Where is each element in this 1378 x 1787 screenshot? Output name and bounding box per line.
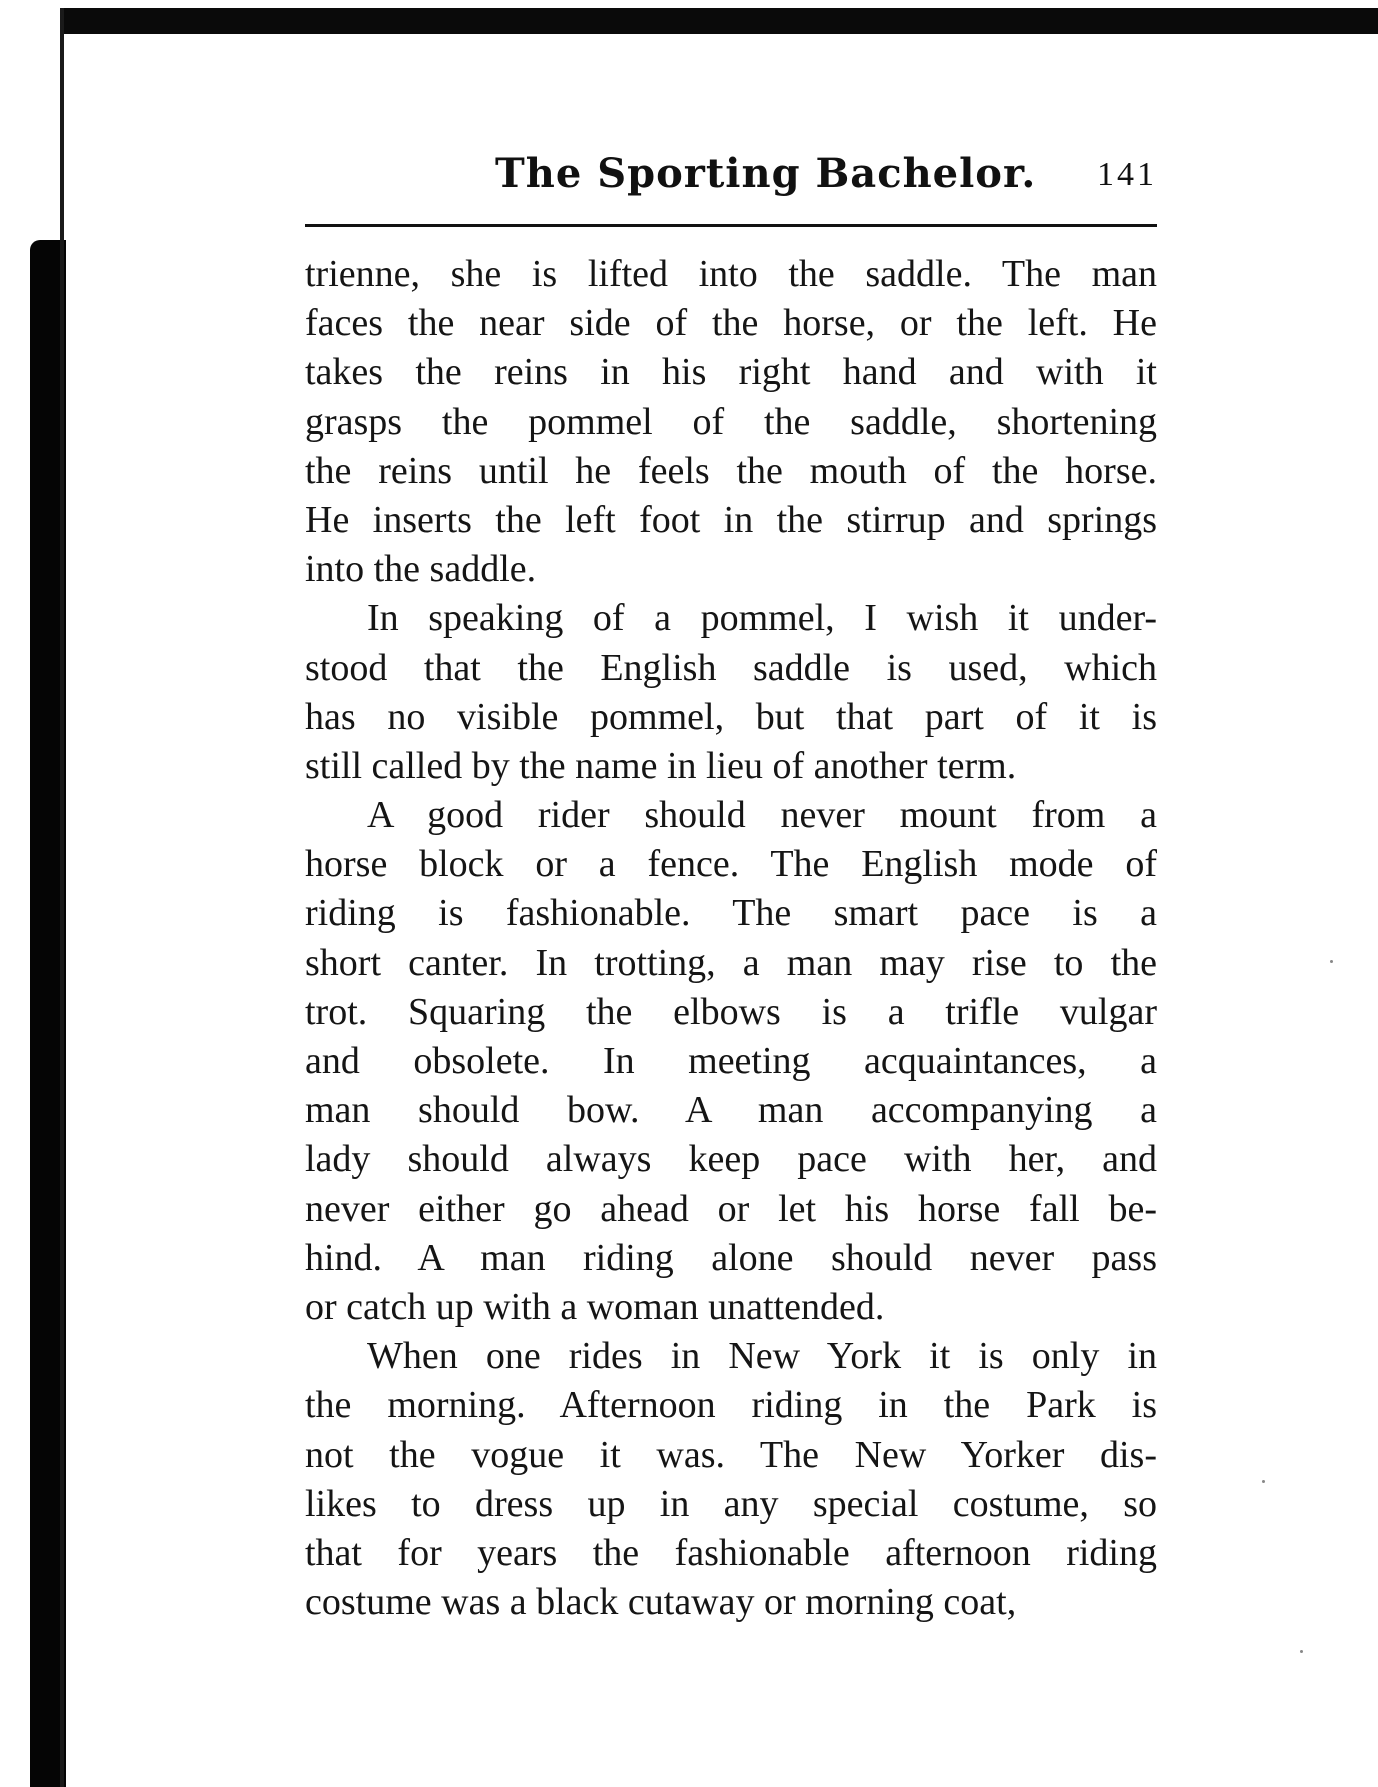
text-line: trot. Squaring the elbows is a trifle vulgar <box>305 990 1157 1033</box>
text-line: short canter. In trotting, a man may rise to the <box>305 941 1157 984</box>
text-line: or catch up with a woman unattended. <box>305 1285 885 1328</box>
running-head <box>305 150 1157 210</box>
text-line: costume was a black cutaway or morning coat, <box>305 1581 1017 1624</box>
scan-speck <box>1330 960 1333 963</box>
text-line: never either go ahead or let his horse fall be- <box>305 1187 1157 1230</box>
text-line: man should bow. A man accompanying a <box>305 1089 1157 1132</box>
text-line: has no visible pommel, but that part of it is <box>305 695 1157 738</box>
running-title: The Sporting Bachelor. <box>495 150 1037 197</box>
text-line: the reins until he feels the mouth of the horse. <box>305 449 1157 492</box>
paragraph <box>305 250 1157 594</box>
scan-top-border <box>0 8 1378 34</box>
text-line: He inserts the left foot in the stirrup and springs <box>305 498 1157 541</box>
header-rule <box>305 224 1157 227</box>
text-line: riding is fashionable. The smart pace is a <box>305 892 1157 935</box>
scan-speck <box>1300 1650 1303 1653</box>
paragraph <box>305 594 1157 791</box>
text-line: A good rider should never mount from a <box>367 794 1157 837</box>
body-text <box>305 250 1157 1627</box>
text-line: In speaking of a pommel, I wish it under- <box>367 597 1157 640</box>
text-line: lady should always keep pace with her, and <box>305 1138 1157 1181</box>
text-line: horse block or a fence. The English mode of <box>305 843 1157 886</box>
text-line: stood that the English saddle is used, which <box>305 646 1157 689</box>
text-line: grasps the pommel of the saddle, shortening <box>305 400 1157 443</box>
text-line: that for years the fashionable afternoon riding <box>305 1531 1157 1574</box>
text-line: not the vogue it was. The New Yorker dis- <box>305 1433 1157 1476</box>
text-line: takes the reins in his right hand and with it <box>305 351 1157 394</box>
text-line: into the saddle. <box>305 548 537 591</box>
text-line: trienne, she is lifted into the saddle. The man <box>305 253 1157 295</box>
text-line: likes to dress up in any special costume, so <box>305 1482 1157 1525</box>
text-line: still called by the name in lieu of another term. <box>305 744 1017 787</box>
paragraph <box>305 791 1157 1332</box>
text-line: and obsolete. In meeting acquaintances, a <box>305 1040 1157 1082</box>
text-line: When one rides in New York it is only in <box>367 1335 1157 1378</box>
text-line: the morning. Afternoon riding in the Park is <box>305 1384 1157 1427</box>
page-number: 141 <box>1097 156 1157 193</box>
scan-left-edge-line <box>60 8 64 1787</box>
paragraph <box>305 1332 1157 1627</box>
text-line: hind. A man riding alone should never pass <box>305 1236 1157 1279</box>
scan-speck <box>1262 1480 1265 1483</box>
text-line: faces the near side of the horse, or the left. He <box>305 302 1157 345</box>
